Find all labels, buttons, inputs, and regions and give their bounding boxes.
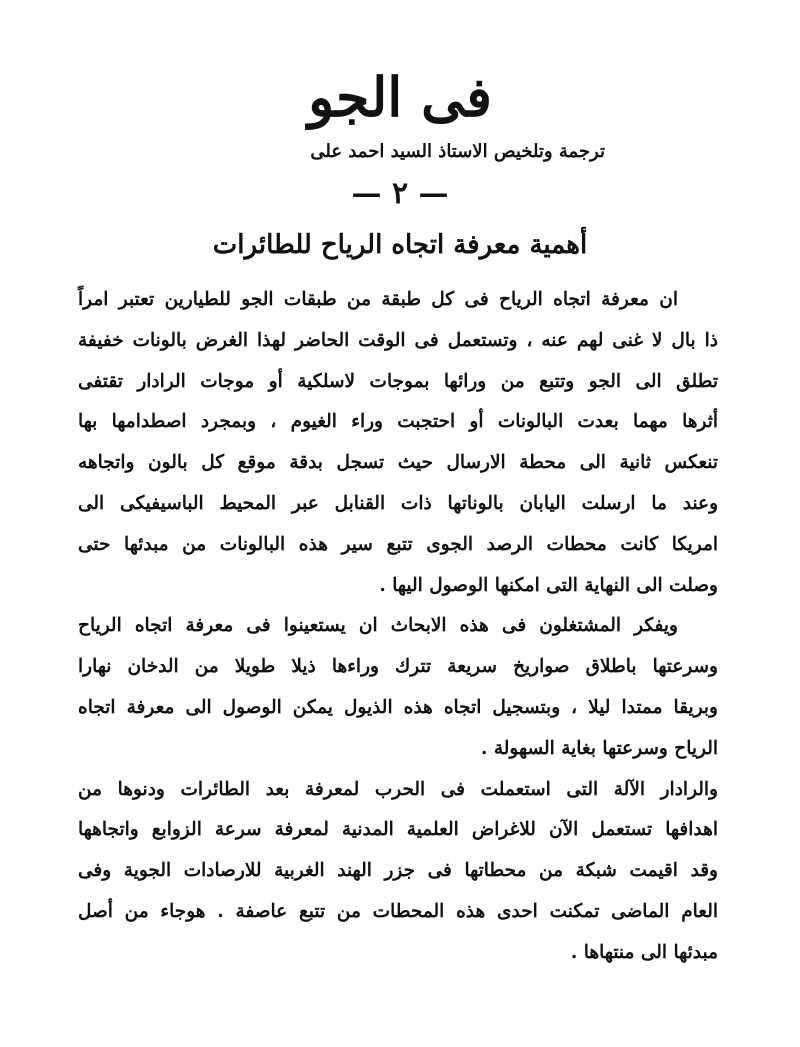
text-line: العام الماضى تمكنت احدى هذه المحطات من تتبع عاصفة . هوجاء من أصل [78, 900, 718, 922]
article-body [78, 280, 718, 974]
text-line: وصلت الى النهاية التى امكنها الوصول اليها . [379, 574, 718, 596]
text-line: وبريقا ممتدا ليلا ، وبتسجيل اتجاه هذه الذيول يمكن الوصول الى معرفة اتجاه [78, 696, 718, 718]
part-number: — ٢ — [351, 176, 449, 211]
text-line: مبدئها الى منتهاها . [570, 941, 718, 963]
text-line: ان معرفة اتجاه الرياح فى كل طبقة من طبقات الجو للطيارين تعتبر امراً [78, 289, 678, 310]
text-line: امريكا كانت محطات الرصد الجوى تتبع سير هذه البالونات من مبدئها حتى [78, 533, 718, 555]
text-line: وسرعتها باطلاق صواريخ سريعة تترك وراءها ذيلا طويلا من الدخان نهارا [78, 656, 718, 678]
text-line: وقد اقيمت شبكة من محطاتها فى جزر الهند الغربية للارصادات الجوية وفى [78, 860, 718, 882]
text-line: أثرها مهما بعدت البالونات أو احتجبت وراء الغيوم ، وبمجرد اصطدامها بها [78, 411, 718, 433]
text-line: والرادار الآلة التى استعملت فى الحرب لمعرفة بعد الطائرات ودنوها من [78, 778, 718, 800]
text-line: الرياح وسرعتها بغاية السهولة . [480, 737, 718, 759]
text-line: وعند ما ارسلت اليابان بالوناتها ذات القنابل عبر المحيط الباسيفيكى الى [78, 492, 718, 514]
text-line: ذا بال لا غنى لهم عنه ، وتستعمل فى الوقت الحاضر لهذا الغرض بالونات خفيفة [78, 329, 718, 351]
text-line: تطلق الى الجو وتتبع من ورائها بموجات لاسلكية أو موجات الرادار تقتفى [78, 370, 718, 392]
text-line: ويفكر المشتغلون فى هذه الابحاث ان يستعينوا فى معرفة اتجاه الرياح [78, 615, 678, 637]
paragraph-1 [78, 280, 718, 606]
article-title: فى الجو [308, 65, 492, 129]
paragraph-2 [78, 606, 718, 769]
text-line: اهدافها تستعمل الآن للاغراض العلمية المدنية لمعرفة سرعة الزوابع واتجاهها [78, 819, 718, 841]
paragraph-3 [78, 770, 718, 974]
article-byline: ترجمة وتلخيص الاستاذ السيد احمد على [310, 141, 605, 162]
section-heading: أهمية معرفة اتجاه الرياح للطائرات [212, 230, 588, 260]
text-line: تنعكس ثانية الى محطة الارسال حيث تسجل بدقة موقع كل بالون واتجاهه [78, 452, 718, 474]
